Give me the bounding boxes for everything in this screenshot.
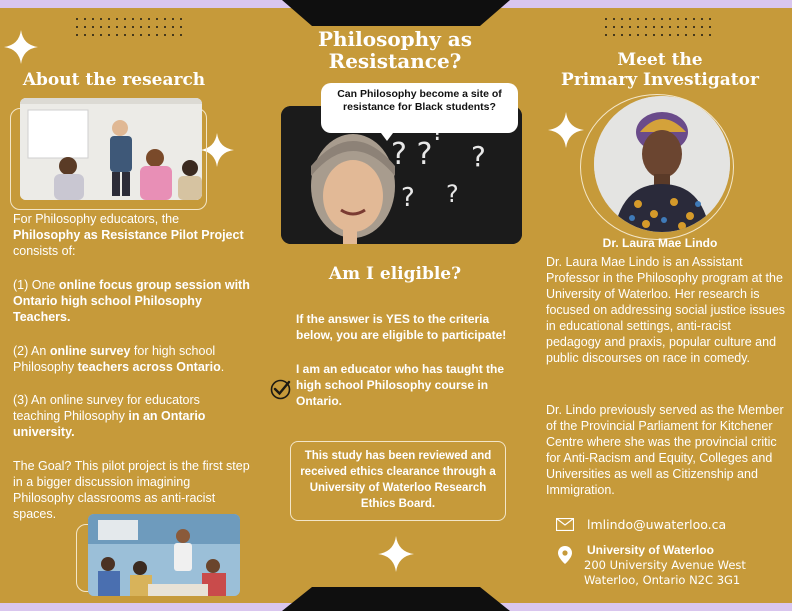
pi-title-line1: Meet the <box>617 50 703 70</box>
dot <box>180 18 182 20</box>
about-research-title: About the research <box>22 70 206 90</box>
dot <box>132 26 134 28</box>
dot <box>180 34 182 36</box>
dot <box>164 34 166 36</box>
dot <box>685 26 687 28</box>
dot <box>677 26 679 28</box>
dot <box>148 18 150 20</box>
portrait-photo <box>594 96 730 232</box>
item-focus-group: (1) One online focus group session with Ontario high school Philosophy Teachers. <box>13 278 250 324</box>
dot <box>685 18 687 20</box>
dot <box>180 26 182 28</box>
pi-title-line2: Primary Investigator <box>561 70 759 90</box>
dot <box>92 18 94 20</box>
dot <box>148 34 150 36</box>
dot <box>701 26 703 28</box>
dot <box>677 18 679 20</box>
dot <box>605 26 607 28</box>
goal-text: The Goal? This pilot project is the first step in a bigger discussion imagining Philosophy classrooms as anti-racist spaces. <box>13 459 250 521</box>
dot-pattern-left <box>76 18 188 42</box>
dot <box>637 26 639 28</box>
dot <box>701 34 703 36</box>
sparkle-icon <box>4 30 38 64</box>
dot <box>108 34 110 36</box>
dot <box>661 34 663 36</box>
top-black-tab <box>282 0 510 26</box>
svg-text:?: ? <box>401 183 415 213</box>
question-text: Can Philosophy become a site of resistance for Black students? <box>337 88 502 113</box>
dot <box>613 26 615 28</box>
classroom-photo <box>20 98 202 200</box>
map-pin-icon <box>558 546 572 564</box>
pi-bio-2: Dr. Lindo previously served as the Member of the Provincial Parliament for Kitchener Centre where she was the provincial critic for Anti-Racism and Equity, Colleges and Universities as well as Citizenship and Immigration. <box>546 403 784 497</box>
dot <box>621 34 623 36</box>
dot <box>156 18 158 20</box>
dot <box>629 18 631 20</box>
ethics-box <box>290 441 506 521</box>
dot <box>108 26 110 28</box>
svg-text:?: ? <box>446 180 459 208</box>
dot <box>172 34 174 36</box>
dot <box>92 34 94 36</box>
dot <box>148 26 150 28</box>
sparkle-icon <box>378 536 414 572</box>
dot <box>164 18 166 20</box>
criteria-intro: If the answer is YES to the criteria below, you are eligible to participate! <box>296 312 507 342</box>
question-bubble <box>321 83 518 133</box>
dot <box>693 26 695 28</box>
pi-bio-1: Dr. Laura Mae Lindo is an Assistant Professor in the Philosophy program at the University of Waterloo. Her research is focused on addressing social justice issues in educational settings, anti-racist pedagogy and praxis, popular culture and public discourses on race in comedy. <box>546 255 786 365</box>
dot <box>629 26 631 28</box>
dot <box>669 18 671 20</box>
dot <box>108 18 110 20</box>
dot <box>156 34 158 36</box>
address-line2: Waterloo, Ontario N2C 3G1 <box>584 573 741 587</box>
email-link[interactable]: lmlindo@uwaterloo.ca <box>587 517 727 532</box>
bottom-black-tab <box>282 587 510 611</box>
dot <box>84 26 86 28</box>
dot <box>100 26 102 28</box>
item-survey-teachers: (2) An online survey for high school Philosophy teachers across Ontario. <box>13 344 225 374</box>
dot <box>613 18 615 20</box>
students-photo <box>88 514 240 596</box>
criteria-text: I am an educator who has taught the high school Philosophy course in Ontario. <box>296 362 505 408</box>
svg-text:?: ? <box>471 140 486 173</box>
dot <box>132 18 134 20</box>
dot <box>100 34 102 36</box>
dot <box>605 18 607 20</box>
dot <box>92 26 94 28</box>
dot <box>677 34 679 36</box>
eligible-title: Am I eligible? <box>328 264 462 284</box>
dot <box>629 34 631 36</box>
dot <box>140 34 142 36</box>
svg-text:? ?: ? ? <box>391 137 433 172</box>
dot <box>709 34 711 36</box>
dot <box>76 26 78 28</box>
dot <box>637 34 639 36</box>
dot <box>693 18 695 20</box>
dot <box>100 18 102 20</box>
pi-name: Dr. Laura Mae Lindo <box>602 236 718 250</box>
dot <box>116 18 118 20</box>
dot <box>693 34 695 36</box>
dot <box>116 26 118 28</box>
envelope-icon <box>556 518 574 531</box>
dot <box>653 34 655 36</box>
dot <box>164 26 166 28</box>
dot <box>645 18 647 20</box>
dot <box>116 34 118 36</box>
ethics-text: This study has been reviewed and received ethics clearance through a University of Waterloo Research Ethics Board. <box>300 450 496 510</box>
dot <box>661 18 663 20</box>
dot <box>140 18 142 20</box>
dot-pattern-right <box>605 18 717 42</box>
dot <box>653 18 655 20</box>
dot <box>661 26 663 28</box>
dot <box>84 18 86 20</box>
dot <box>124 26 126 28</box>
address-name: University of Waterloo <box>587 543 714 557</box>
pi-title <box>560 50 760 90</box>
dot <box>669 34 671 36</box>
dot <box>124 34 126 36</box>
dot <box>709 18 711 20</box>
dot <box>621 18 623 20</box>
intro-text: For Philosophy educators, the Philosophy as Resistance Pilot Project consists of: <box>13 212 244 258</box>
dot <box>613 34 615 36</box>
main-title: Philosophy as Resistance? <box>317 27 473 73</box>
checkmark-icon <box>270 379 291 400</box>
dot <box>621 26 623 28</box>
dot <box>645 34 647 36</box>
item-survey-university: (3) An online survey for educators teaching Philosophy in an Ontario university. <box>13 393 206 439</box>
dot <box>605 34 607 36</box>
dot <box>653 26 655 28</box>
dot <box>124 18 126 20</box>
dot <box>156 26 158 28</box>
address-line1: 200 University Avenue West <box>584 558 746 572</box>
sparkle-icon <box>548 112 584 148</box>
dot <box>172 18 174 20</box>
dot <box>637 18 639 20</box>
dot <box>701 18 703 20</box>
dot <box>76 34 78 36</box>
dot <box>709 26 711 28</box>
dot <box>132 34 134 36</box>
dot <box>685 34 687 36</box>
dot <box>140 26 142 28</box>
dot <box>669 26 671 28</box>
dot <box>84 34 86 36</box>
dot <box>645 26 647 28</box>
dot <box>172 26 174 28</box>
dot <box>76 18 78 20</box>
